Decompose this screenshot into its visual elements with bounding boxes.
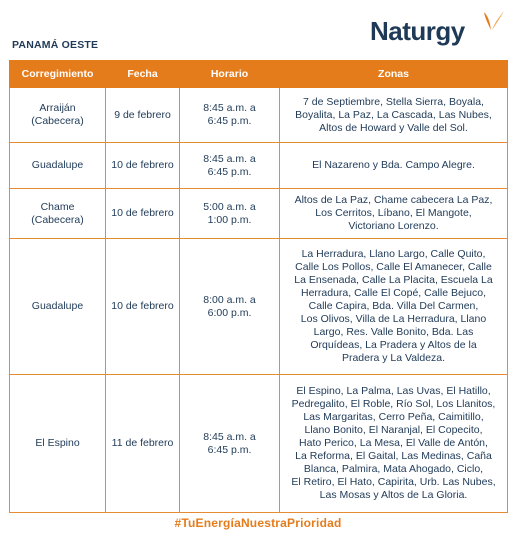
cell-zonas-line: Hato Perico, La Mesa, El Valle de Antón, bbox=[299, 437, 488, 449]
cell-horario-line: 8:45 a.m. a bbox=[203, 430, 256, 443]
table-row bbox=[10, 143, 508, 189]
cell-corregimiento-line: Guadalupe bbox=[31, 300, 84, 312]
cell-zonas-line: Boyalita, La Paz, La Cascada, Las Nubes, bbox=[295, 108, 492, 121]
header-horario: Horario bbox=[180, 61, 280, 88]
cell-corregimiento-line: (Cabecera) bbox=[31, 213, 84, 226]
header-zonas: Zonas bbox=[280, 61, 508, 88]
cell-zonas bbox=[280, 143, 508, 189]
cell-horario bbox=[180, 143, 280, 189]
cell-horario bbox=[180, 88, 280, 143]
header-corregimiento: Corregimiento bbox=[10, 61, 106, 88]
cell-horario bbox=[180, 189, 280, 239]
cell-horario-line: 6:00 p.m. bbox=[207, 306, 252, 319]
cell-zonas-line: 7 de Septiembre, Stella Sierra, Boyala, bbox=[303, 95, 484, 108]
cell-zonas-line: Blanca, Palmira, Mata Ahogado, Ciclo, bbox=[303, 463, 484, 475]
table-row bbox=[10, 375, 508, 513]
table-row bbox=[10, 189, 508, 239]
naturgy-butterfly-icon bbox=[480, 10, 508, 34]
cell-horario-line: 5:00 a.m. a bbox=[203, 200, 256, 213]
cell-corregimiento bbox=[10, 143, 106, 189]
cell-corregimiento bbox=[10, 239, 106, 375]
cell-corregimiento-line: (Cabecera) bbox=[31, 115, 84, 127]
footer-hashtag: #TuEnergíaNuestraPrioridad bbox=[174, 516, 342, 530]
cell-zonas bbox=[280, 88, 508, 143]
cell-corregimiento-line: Arraiján bbox=[39, 102, 76, 114]
cell-corregimiento bbox=[10, 88, 106, 143]
cell-zonas-line: La Ensenada, Calle La Placita, Escuela La bbox=[294, 274, 493, 286]
schedule-table bbox=[9, 60, 508, 513]
cell-zonas-line: Las Mosas y Altos de La Gloria. bbox=[319, 489, 468, 501]
cell-horario-line: 6:45 p.m. bbox=[207, 165, 252, 178]
cell-fecha: 9 de febrero bbox=[106, 88, 180, 143]
cell-zonas-line: Herradura, Calle El Copé, Calle Bejuco, bbox=[300, 287, 486, 299]
region-title: PANAMÁ OESTE bbox=[12, 39, 99, 51]
naturgy-logo bbox=[370, 10, 510, 50]
cell-zonas-line: Las Margaritas, Cerro Peña, Caimitillo, bbox=[303, 411, 484, 423]
cell-zonas-line: Altos de Howard y Valle del Sol. bbox=[319, 121, 468, 134]
cell-fecha: 10 de febrero bbox=[106, 189, 180, 239]
brand-name: Naturgy bbox=[370, 16, 465, 46]
cell-zonas-line: El Retiro, El Hato, Capirita, Urb. Las Nubes, bbox=[291, 476, 496, 488]
cell-zonas-line: Llano Bonito, El Naranjal, El Copecito, bbox=[304, 424, 483, 436]
cell-zonas-line: Altos de La Paz, Chame cabecera La Paz, bbox=[294, 194, 493, 206]
cell-zonas bbox=[280, 189, 508, 239]
cell-zonas-line: El Espino, La Palma, Las Uvas, El Hatillo, bbox=[296, 385, 491, 397]
cell-zonas-line: Victoriano Lorenzo. bbox=[348, 220, 439, 232]
cell-zonas-line: Largo, Res. Valle Bonito, Bda. Las bbox=[313, 326, 474, 338]
table-row bbox=[10, 88, 508, 143]
cell-zonas bbox=[280, 239, 508, 375]
cell-horario bbox=[180, 239, 280, 375]
cell-horario-line: 6:45 p.m. bbox=[207, 443, 252, 456]
cell-zonas-line: El Nazareno y Bda. Campo Alegre. bbox=[312, 159, 475, 171]
cell-zonas-line: Calle Los Pollos, Calle El Amanecer, Calle bbox=[295, 261, 492, 273]
cell-zonas-line: Pradera y La Valdeza. bbox=[341, 352, 446, 364]
header-fecha: Fecha bbox=[106, 61, 180, 88]
cell-zonas-line: Orquídeas, La Pradera y Altos de la bbox=[310, 339, 477, 351]
cell-corregimiento-line: Guadalupe bbox=[31, 159, 84, 171]
cell-horario-line: 8:00 a.m. a bbox=[203, 293, 256, 306]
table-header-row bbox=[10, 61, 508, 88]
cell-fecha: 11 de febrero bbox=[106, 375, 180, 513]
cell-zonas bbox=[280, 375, 508, 513]
cell-corregimiento bbox=[10, 189, 106, 239]
cell-horario-line: 8:45 a.m. a bbox=[203, 102, 256, 114]
cell-fecha: 10 de febrero bbox=[106, 143, 180, 189]
cell-corregimiento-line: Chame bbox=[40, 200, 75, 213]
cell-fecha: 10 de febrero bbox=[106, 239, 180, 375]
cell-zonas-line: La Reforma, El Gaital, Las Medinas, Caña bbox=[295, 450, 492, 462]
page-header bbox=[0, 0, 516, 60]
cell-corregimiento-line: El Espino bbox=[35, 437, 80, 449]
cell-horario bbox=[180, 375, 280, 513]
cell-horario-line: 6:45 p.m. bbox=[207, 115, 252, 127]
cell-zonas-line: Los Cerritos, Líbano, El Mangote, bbox=[315, 207, 472, 219]
cell-horario-line: 8:45 a.m. a bbox=[203, 152, 256, 165]
table-row bbox=[10, 239, 508, 375]
cell-zonas-line: Los Olivos, Villa de La Herradura, Llano bbox=[300, 313, 487, 325]
cell-zonas-line: La Herradura, Llano Largo, Calle Quito, bbox=[301, 248, 486, 260]
cell-zonas-line: Calle Capira, Bda. Villa Del Carmen, bbox=[308, 300, 479, 312]
cell-zonas-line: Pedregalito, El Roble, Río Sol, Los Llanitos, bbox=[291, 398, 496, 410]
cell-horario-line: 1:00 p.m. bbox=[207, 213, 252, 226]
cell-corregimiento bbox=[10, 375, 106, 513]
